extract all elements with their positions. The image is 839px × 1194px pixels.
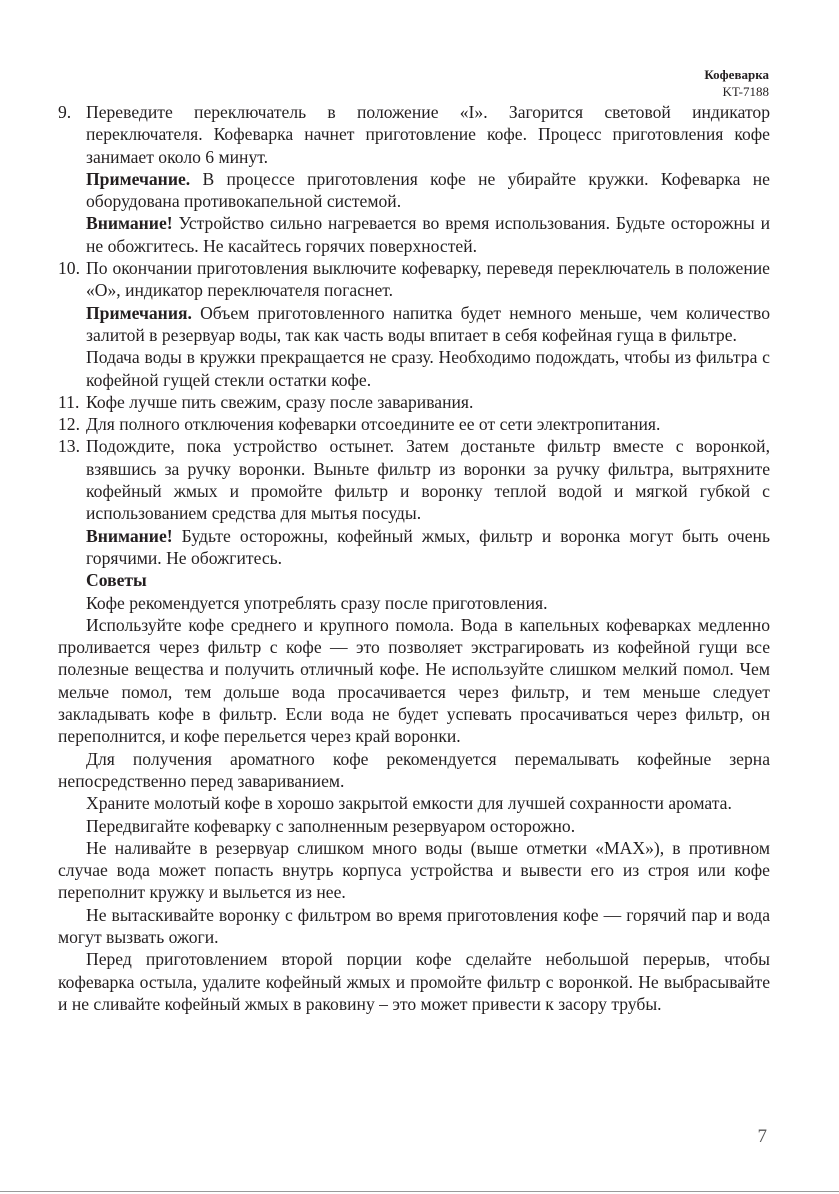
step-note [58, 168, 770, 213]
page-number: 7 [757, 1126, 767, 1147]
step-note: Подача воды в кружки прекращается не сразу. Необходимо подождать, чтобы из фильтра с кофейной гущей стекли остатки кофе. [86, 347, 770, 390]
tip-paragraph: Для получения ароматного кофе рекомендуется перемалывать кофейные зерна непосредственно перед завариванием. [58, 748, 770, 791]
page-header [704, 66, 769, 100]
step-item [58, 391, 770, 413]
tip-paragraph: Используйте кофе среднего и крупного помола. Вода в капельных кофеварках медленно проливается через фильтр с кофе — это позволяет экстрагировать из кофейной гущи все полезные вещества и получить отличный кофе. Не используйте слишком мелкий помол. Чем мельче помол, тем дольше вода просачивается через фильтр, и тем меньше следует закладывать кофе в фильтр. Если вода не будет успевать просачиваться через фильтр, он переполнится, и кофе перельется через край воронки. [58, 614, 770, 747]
step-warning [58, 525, 770, 570]
warning-label: Внимание! [86, 213, 173, 234]
step-text: По окончании приготовления выключите кофеварку, переведя переключатель в положение «O», индикатор переключателя погаснет. [86, 258, 770, 301]
step-text: Переведите переключатель в положение «I». Загорится световой индикатор переключателя. Кофеварка начнет приготовление кофе. Процесс приготовления кофе занимает около 6 минут. [86, 102, 770, 167]
header-model: KT-7188 [722, 84, 769, 99]
tip-paragraph: Перед приготовлением второй порции кофе сделайте небольшой перерыв, чтобы кофеварка остыла, удалите кофейный жмых и промойте фильтр с воронкой. Не выбрасывайте и не сливайте кофейный жмых в раковину – это может привести к засору трубы. [58, 949, 770, 1014]
step-number: 12. [58, 414, 80, 435]
step-item [58, 413, 770, 435]
step-number: 13. [58, 436, 80, 457]
step-text: Кофе лучше пить свежим, сразу после заваривания. [86, 391, 474, 412]
step-text: Подождите, пока устройство остынет. Затем достаньте фильтр вместе с воронкой, взявшись за ручку воронки. Выньте фильтр из воронки за ручку фильтра, вытряхните кофейный жмых и промойте фильтр и воронку теплой водой и мягкой губкой с использованием средства для мытья посуды. [86, 436, 770, 524]
step-number: 10. [58, 258, 80, 279]
note-text: В процессе приготовления кофе не убирайте кружки. Кофеварка не оборудована противокапельной системой. [86, 168, 770, 212]
document-body [58, 101, 770, 1015]
step-text: Для полного отключения кофеварки отсоедините ее от сети электропитания. [86, 414, 661, 435]
page-bottom-rule [0, 1191, 839, 1192]
tip-paragraph: Кофе рекомендуется употреблять сразу после приготовления. [86, 592, 548, 613]
step-warning [58, 212, 770, 257]
tip-paragraph: Храните молотый кофе в хорошо закрытой емкости для лучшей сохранности аромата. [86, 793, 732, 814]
tip-paragraph: Не вытаскивайте воронку с фильтром во время приготовления кофе — горячий пар и вода могут вызвать ожоги. [58, 904, 770, 947]
tip-paragraph: Передвигайте кофеварку с заполненным резервуаром осторожно. [86, 815, 576, 836]
step-number: 9. [58, 102, 72, 122]
header-title: Кофеварка [704, 67, 769, 82]
step-item [58, 101, 770, 168]
warning-text: Будьте осторожны, кофейный жмых, фильтр и воронка могут быть очень горячими. Не обожгитесь. [86, 525, 770, 568]
step-number: 11. [58, 391, 80, 412]
section-title: Советы [86, 570, 147, 591]
note-label: Примечание. [86, 168, 191, 189]
note-label: Примечания. [86, 302, 192, 323]
step-item [58, 435, 770, 524]
note-text: Объем приготовленного напитка будет немного меньше, чем количество залитой в резервуар воды, так как часть воды впитает в себя кофейная гуща в фильтре. [86, 302, 770, 345]
step-item [58, 257, 770, 302]
tip-paragraph: Не наливайте в резервуар слишком много воды (выше отметки «MAX»), в противном случае вода может попасть внутрь корпуса устройства и вывести его из строя или кофе переполнит кружку и выльется из нее. [58, 837, 770, 903]
warning-label: Внимание! [86, 525, 173, 546]
step-note [58, 302, 770, 347]
warning-text: Устройство сильно нагревается во время использования. Будьте осторожны и не обожгитесь. Не касайтесь горячих поверхностей. [86, 213, 770, 256]
